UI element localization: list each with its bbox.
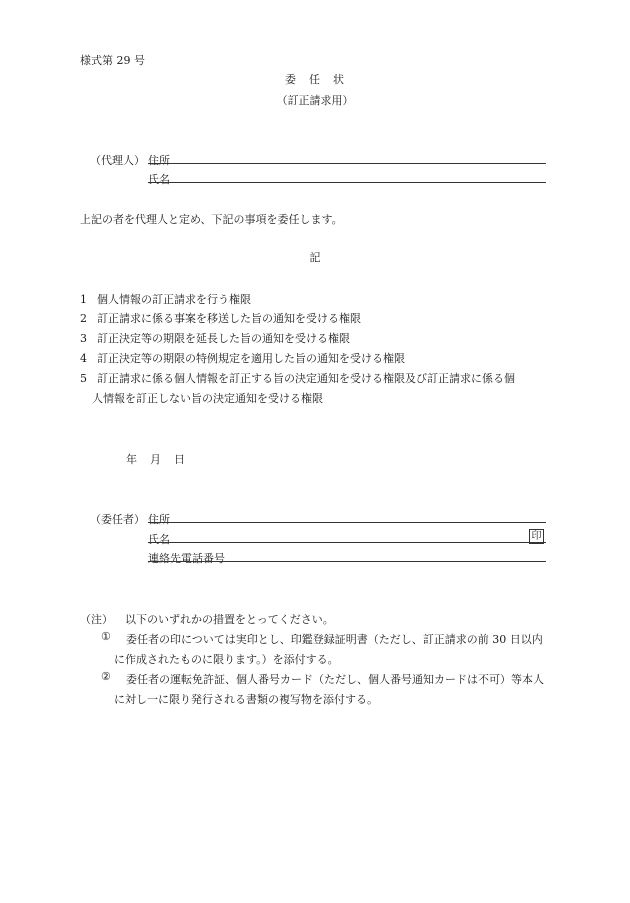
principal-label: （委任者）: [90, 513, 145, 526]
note-2-text: 委任者の運転免許証、個人番号カード（ただし、個人番号通知カードは不可）等本人に対し一に限り発行される書類の複写物を添付する。: [114, 673, 544, 706]
notes-heading-label: （注）: [80, 613, 113, 626]
notes-heading-text: 以下のいずれかの措置をとってください。: [125, 613, 334, 626]
principal-phone-label: 連絡先電話番号: [148, 552, 225, 565]
list-item-4: [80, 350, 405, 366]
document-subtitle: （訂正請求用）: [276, 94, 354, 107]
notes-heading: [80, 611, 334, 627]
note-2-mark: ②: [101, 670, 111, 683]
item-number: 1: [80, 293, 87, 306]
list-item-5: [80, 370, 515, 386]
date-day-label: 日: [174, 453, 185, 466]
item-number: 3: [80, 332, 87, 345]
item-text: 訂正決定等の期限を延長した旨の通知を受ける権限: [97, 332, 350, 345]
agent-label: （代理人）: [90, 154, 145, 167]
agent-address-field[interactable]: [148, 163, 546, 164]
list-item-3: [80, 330, 350, 346]
list-item-1: [80, 291, 251, 307]
principal-name-label: 氏名: [148, 533, 170, 546]
agent-name-label: 氏名: [148, 173, 170, 186]
item-text: 訂正請求に係る事案を移送した旨の通知を受ける権限: [97, 312, 361, 325]
date-month-label: 月: [150, 453, 161, 466]
ki-heading: 記: [309, 251, 321, 264]
agent-address-label: 住所: [148, 154, 170, 167]
agent-name-field[interactable]: [148, 182, 546, 183]
item-text: 個人情報の訂正請求を行う権限: [97, 293, 251, 306]
principal-address-field[interactable]: [148, 522, 546, 523]
list-item-5-continuation: 人情報を訂正しない旨の決定通知を受ける権限: [92, 392, 323, 405]
item-text: 訂正請求に係る個人情報を訂正する旨の決定通知を受ける権限及び訂正請求に係る個: [97, 372, 515, 385]
item-number: 2: [80, 312, 87, 325]
date-year-label: 年: [126, 453, 137, 466]
item-text: 訂正決定等の期限の特例規定を適用した旨の通知を受ける権限: [97, 352, 405, 365]
seal-box: 印: [529, 529, 544, 544]
form-number: 様式第 29 号: [80, 54, 145, 67]
item-number: 4: [80, 352, 87, 365]
principal-phone-field[interactable]: [148, 561, 546, 562]
delegation-statement: 上記の者を代理人と定め、下記の事項を委任します。: [80, 213, 343, 226]
principal-address-label: 住所: [148, 513, 170, 526]
item-number: 5: [80, 372, 87, 385]
document-title: 委 任 状: [285, 73, 345, 86]
note-1-text: 委任者の印については実印とし、印鑑登録証明書（ただし、訂正請求の前 30 日以内に作成されたものに限ります。）を添付する。: [114, 633, 543, 666]
note-1-mark: ①: [101, 630, 111, 643]
list-item-2: [80, 310, 361, 326]
principal-name-field[interactable]: [148, 542, 546, 543]
